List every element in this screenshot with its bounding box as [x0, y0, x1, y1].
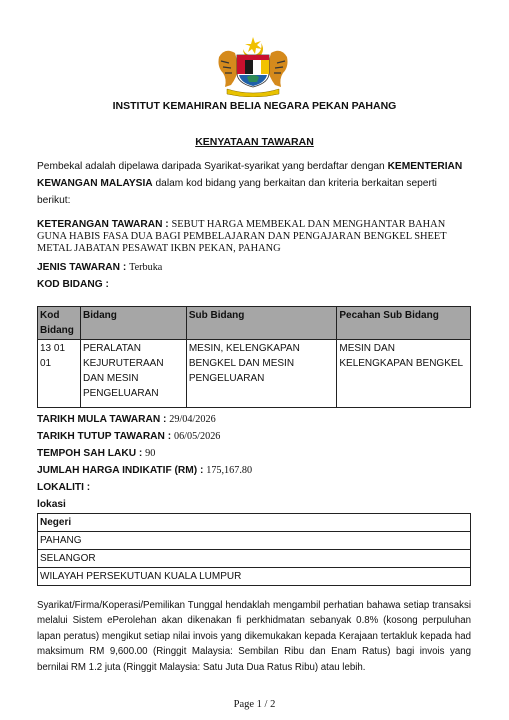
mula-label: TARIKH MULA TAWARAN : [37, 414, 167, 425]
header-kod-bidang: Kod Bidang [38, 307, 81, 340]
cell-sub-bidang: MESIN, KELENGKAPAN BENGKEL DAN MESIN PENGELUARAN [186, 340, 337, 408]
harga-label: JUMLAH HARGA INDIKATIF (RM) : [37, 465, 204, 476]
table-row [38, 550, 471, 568]
jenis-label: JENIS TAWARAN : [37, 262, 127, 273]
tender-description [37, 219, 473, 255]
lokasi-table [37, 513, 471, 586]
cell-negeri: PAHANG [38, 532, 471, 550]
table-header-row [38, 514, 471, 532]
page-number: Page 1 / 2 [233, 699, 276, 710]
mula-value: 29/04/2026 [169, 414, 216, 425]
tempoh-label: TEMPOH SAH LAKU : [37, 448, 143, 459]
header-negeri: Negeri [38, 514, 471, 532]
lokasi-label: lokasi [37, 499, 66, 510]
tempoh-value: 90 [145, 448, 156, 459]
intro-text-a: Pembekal adalah dipelawa daripada Syarikat-syarikat yang berdaftar dengan [37, 161, 388, 172]
tutup-line [37, 431, 220, 442]
tempoh-line [37, 448, 155, 459]
keterangan-value: SEBUT HARGA MEMBEKAL DAN MENGHANTAR BAHAN GUNA HABIS FASA DUA BAGI PEMBELAJARAN DAN PENGAJARAN BENGKEL SHEET METAL JABATAN PESAWAT IKBN PEKAN, PAHANG [37, 219, 447, 254]
harga-line [37, 465, 252, 476]
kod-bidang-table [37, 306, 471, 408]
kod-bidang-label: KOD BIDANG : [37, 279, 109, 290]
intro-paragraph [37, 158, 473, 209]
cell-negeri: SELANGOR [38, 550, 471, 568]
header-pecahan-sub-bidang: Pecahan Sub Bidang [337, 307, 471, 340]
harga-value: 175,167.80 [206, 465, 253, 476]
intro-text-b: dalam kod bidang yang berkaitan dan kriteria berkaitan seperti berikut: [37, 178, 437, 206]
coat-of-arms-icon [213, 35, 293, 97]
ministry-name: KEMENTERIAN KEWANGAN MALAYSIA [37, 161, 463, 189]
lokaliti-line [37, 482, 90, 493]
notice-title [0, 136, 509, 148]
service-fee-paragraph: Syarikat/Firma/Koperasi/Pemilikan Tunggal hendaklah mengambil perhatian bahawa setiap transaksi melalui Sistem ePerolehan akan dikenakan fi perkhidmatan sebanyak 0.8% (kosong perpuluhan lapan peratus) mengikut setiap nilai invois yang dikemukakan kepada Kerajaan tertakluk kepada had maksimum RM 9,600.00 (Ringgit Malaysia: Sembilan Ribu dan Enam Ratus) bagi invois yang bernilai RM 1.2 juta (Ringgit Malaysia: Satu Juta Dua Ratus Ribu) atau lebih. [37, 600, 471, 673]
cell-bidang: PERALATAN KEJURUTERAAN DAN MESIN PENGELUARAN [80, 340, 186, 408]
tutup-label: TARIKH TUTUP TAWARAN : [37, 431, 172, 442]
jenis-line [37, 262, 162, 273]
notice-title-text: KENYATAAN TAWARAN [195, 136, 314, 148]
header-sub-bidang: Sub Bidang [186, 307, 337, 340]
lokaliti-label: LOKALITI : [37, 482, 91, 493]
keterangan-label: KETERANGAN TAWARAN : [37, 219, 169, 230]
institution-name: INSTITUT KEMAHIRAN BELIA NEGARA PEKAN PAHANG [112, 100, 397, 112]
cell-negeri: WILAYAH PERSEKUTUAN KUALA LUMPUR [38, 568, 471, 586]
jenis-value: Terbuka [129, 262, 163, 273]
cell-kod: 13 01 01 [38, 340, 81, 408]
header-bidang: Bidang [80, 307, 186, 340]
kod-bidang-line [37, 279, 109, 290]
lokasi-line [37, 499, 66, 510]
tutup-value: 06/05/2026 [173, 431, 221, 442]
table-row [38, 568, 471, 586]
cell-pecahan: MESIN DAN KELENGKAPAN BENGKEL [337, 340, 471, 408]
table-row [38, 532, 471, 550]
table-header-row [38, 307, 471, 340]
table-row [38, 340, 471, 408]
mula-line [37, 414, 216, 425]
